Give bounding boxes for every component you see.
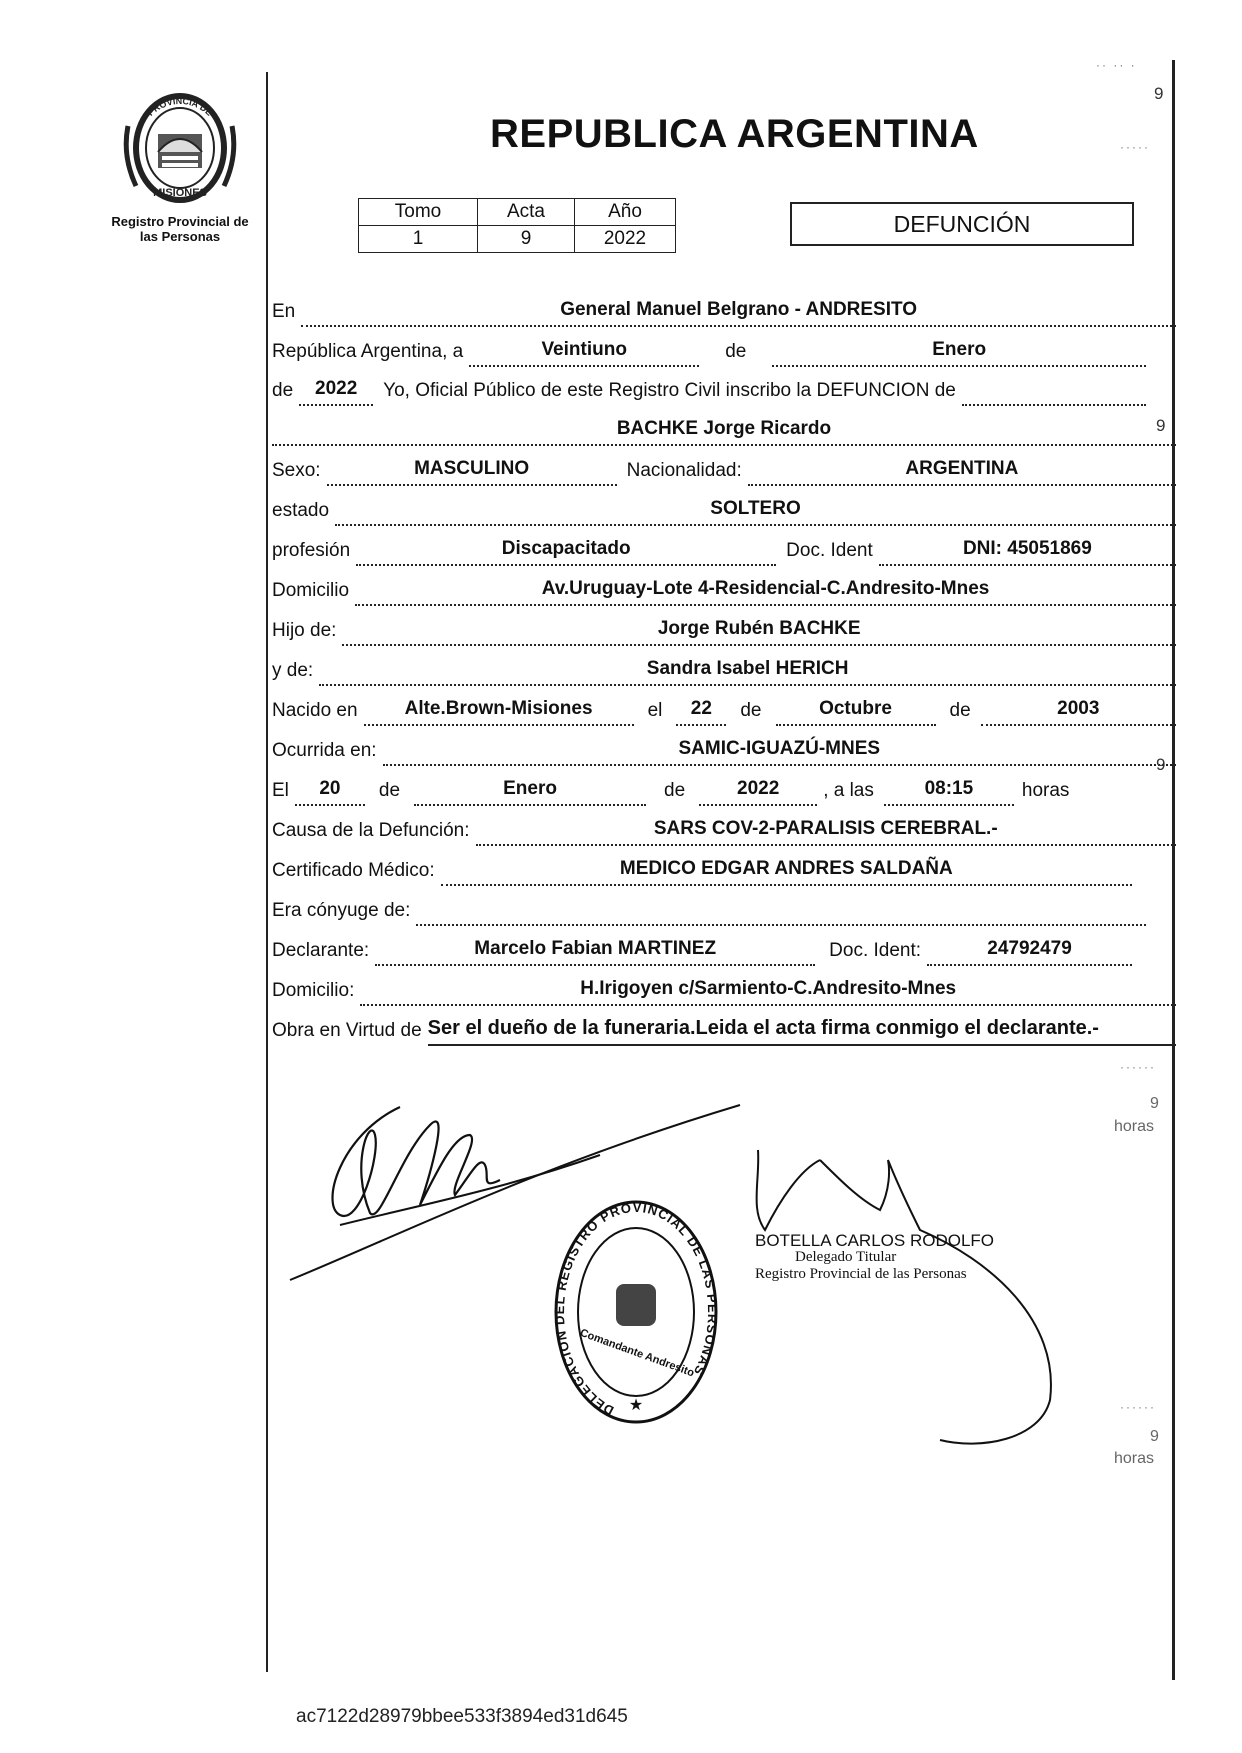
certificado-value: MEDICO EDGAR ANDRES SALDAÑA (441, 858, 1132, 886)
record-type-label: DEFUNCIÓN (893, 210, 1031, 237)
conyuge-label: Era cónyuge de: (272, 900, 411, 921)
margin-page-number-4: 9 (1150, 1095, 1159, 1112)
row-deceased-name (272, 416, 1176, 446)
record-box-header-row (359, 199, 676, 226)
birth-day-value: 22 (676, 698, 726, 726)
profesion-label: profesión (272, 540, 351, 561)
stamp-star-icon: ★ (628, 1397, 644, 1414)
margin-horas-2: horas (1114, 1450, 1155, 1467)
tomo-value: 1 (359, 226, 478, 253)
official-text: Yo, Oficial Público de este Registro Civil inscribo la DEFUNCION de (383, 380, 956, 401)
margin-speckle-2: ····· (1120, 140, 1150, 154)
row-domicilio-declarante (272, 976, 1176, 1006)
ano-header: Año (575, 199, 676, 226)
birth-de-label-2: de (949, 700, 971, 721)
birth-de-label-1: de (740, 700, 762, 721)
tomo-acta-ano-table (358, 198, 676, 253)
margin-speckle-1: ·· ·· · (1096, 58, 1137, 72)
margin-horas-1: horas (1114, 1118, 1155, 1135)
causa-label: Causa de la Defunción: (272, 820, 470, 841)
birth-month-value: Octubre (776, 698, 936, 726)
doc-ident-value: DNI: 45051869 (879, 538, 1176, 566)
official-org: Registro Provincial de las Personas (755, 1266, 967, 1282)
ocurrida-value: SAMIC-IGUAZÚ-MNES (383, 738, 1176, 766)
death-day-value: 20 (295, 778, 365, 806)
record-box-value-row (359, 226, 676, 253)
y-de-label: y de: (272, 660, 314, 681)
row-en (272, 297, 1176, 327)
domicilio-value: Av.Uruguay-Lote 4-Residencial-C.Andresito-Mnes (355, 578, 1176, 606)
row-sexo-nacionalidad (272, 456, 1176, 486)
logo-text-bottom: MISIONES (153, 187, 207, 199)
domicilio-label: Domicilio (272, 580, 350, 601)
row-estado (272, 496, 1176, 526)
sexo-value: MASCULINO (327, 458, 617, 486)
row-republica-date (272, 337, 1146, 367)
ano-value: 2022 (575, 226, 676, 253)
death-month-value: Enero (414, 778, 646, 806)
row-domicilio (272, 576, 1176, 606)
official-signature-block (755, 1232, 994, 1283)
delegation-stamp (552, 1196, 720, 1428)
en-value: General Manuel Belgrano - ANDRESITO (301, 299, 1176, 327)
page-title: REPUBLICA ARGENTINA (490, 112, 979, 156)
tomo-header: Tomo (359, 199, 478, 226)
row-year-official (272, 376, 1146, 406)
obra-label: Obra en Virtud de (272, 1020, 422, 1041)
causa-value: SARS COV-2-PARALISIS CEREBRAL.- (476, 818, 1176, 846)
a-las-label: , a las (823, 780, 874, 801)
domicilio2-label: Domicilio: (272, 980, 355, 1001)
month-value: Enero (772, 339, 1146, 367)
el-label: el (647, 700, 663, 721)
birth-year-value: 2003 (981, 698, 1176, 726)
row-death-date (272, 776, 1176, 806)
record-type-box (790, 202, 1134, 246)
death-de-label-1: de (378, 780, 401, 801)
day-words-value: Veintiuno (469, 339, 699, 367)
margin-page-number-5: 9 (1150, 1428, 1159, 1445)
en-label: En (272, 301, 296, 322)
y-de-value: Sandra Isabel HERICH (319, 658, 1176, 686)
hijo-value: Jorge Rubén BACHKE (342, 618, 1176, 646)
nacionalidad-label: Nacionalidad: (626, 460, 742, 481)
de-year-label: de (272, 380, 294, 401)
de-label: de (725, 341, 747, 362)
stamp-ring-text: DELEGACION DEL REGISTRO PROVINCIAL DE LAS PERSONAS (552, 1199, 720, 1419)
declarante-label: Declarante: (272, 940, 370, 961)
nacido-label: Nacido en (272, 700, 358, 721)
margin-page-number-3: 9 (1156, 755, 1166, 774)
declarante-doc-value: 24792479 (927, 938, 1132, 966)
row-conyuge (272, 896, 1146, 926)
margin-page-number-2: 9 (1156, 416, 1166, 435)
death-de-label-2: de (664, 780, 686, 801)
doc-ident-label: Doc. Ident (786, 540, 873, 561)
row-obra (272, 1016, 1176, 1046)
row-profesion-doc (272, 536, 1176, 566)
year-value: 2022 (299, 378, 373, 406)
row-y-de (272, 656, 1176, 686)
misiones-coat-of-arms-logo (122, 86, 238, 210)
declarante-value: Marcelo Fabian MARTINEZ (375, 938, 815, 966)
row-certificado (272, 856, 1132, 886)
acta-value: 9 (478, 226, 575, 253)
republica-label: República Argentina, a (272, 341, 464, 362)
row-nacido (272, 696, 1176, 726)
registry-label (100, 214, 260, 244)
left-margin-rule (266, 72, 268, 1672)
logo-text-top: PROVINCIA DE (145, 95, 215, 118)
stamp-inner-text: Comandante Andresito (578, 1326, 696, 1380)
deceased-name-value: BACHKE Jorge Ricardo (272, 418, 1176, 446)
acta-header: Acta (478, 199, 575, 226)
certificado-label: Certificado Médico: (272, 860, 435, 881)
el-cap-label: El (272, 780, 289, 801)
profesion-value: Discapacitado (356, 538, 776, 566)
margin-page-number-1: 9 (1154, 84, 1164, 103)
nacido-place-value: Alte.Brown-Misiones (364, 698, 634, 726)
death-time-value: 08:15 (884, 778, 1014, 806)
row-hijo (272, 616, 1176, 646)
registry-label-line1: Registro Provincial de (111, 214, 249, 229)
sexo-label: Sexo: (272, 460, 321, 481)
official-role: Delegado Titular (795, 1249, 897, 1265)
ocurrida-label: Ocurrida en: (272, 740, 377, 761)
declarante-doc-label: Doc. Ident: (829, 940, 922, 961)
row-ocurrida (272, 736, 1176, 766)
estado-value: SOLTERO (335, 498, 1176, 526)
obra-value: Ser el dueño de la funeraria.Leida el acta firma conmigo el declarante.- (428, 1017, 1176, 1046)
margin-speckle-3: ······ (1120, 1060, 1156, 1074)
official-trailing-line (962, 378, 1146, 406)
estado-label: estado (272, 500, 330, 521)
margin-speckle-4: ······ (1120, 1400, 1156, 1414)
official-name: BOTELLA CARLOS RODOLFO (755, 1231, 995, 1250)
official-signature (740, 1140, 1120, 1460)
conyuge-value (416, 898, 1146, 926)
document-hash: ac7122d28979bbee533f3894ed31d645 (296, 1706, 628, 1727)
row-declarante (272, 936, 1132, 966)
domicilio2-value: H.Irigoyen c/Sarmiento-C.Andresito-Mnes (360, 978, 1176, 1006)
horas-label: horas (1021, 780, 1070, 801)
registry-label-line2: las Personas (139, 229, 221, 244)
death-year-value: 2022 (699, 778, 817, 806)
hijo-label: Hijo de: (272, 620, 337, 641)
nacionalidad-value: ARGENTINA (748, 458, 1176, 486)
row-causa (272, 816, 1176, 846)
